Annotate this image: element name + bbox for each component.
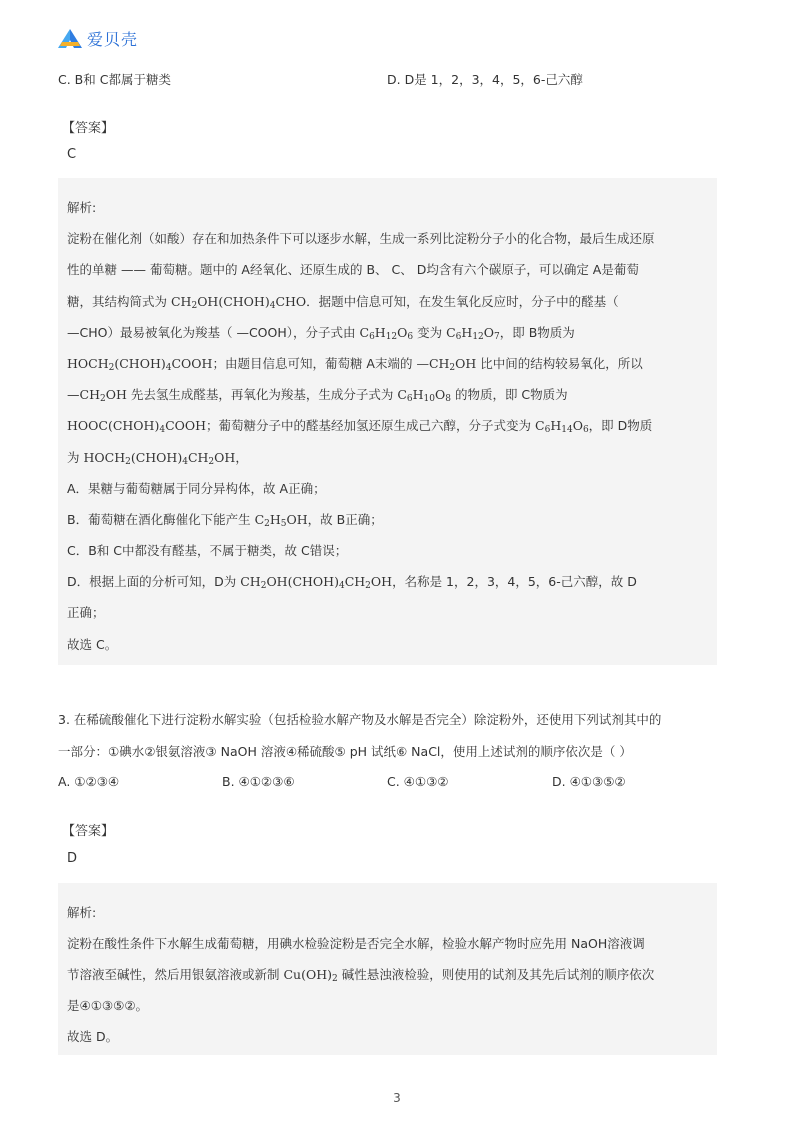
q2-option-c: C. B和 C都属于糖类 xyxy=(58,72,171,87)
logo-text: 爱贝壳 xyxy=(87,30,139,49)
q2-answer-label: 【答案】 xyxy=(62,121,115,136)
analysis-line: 故选 D。 xyxy=(67,1029,119,1044)
analysis-line: 为 $HOCH_2(CHOH)_4CH_2OH$， xyxy=(67,449,248,467)
analysis-heading: 解析: xyxy=(67,905,97,920)
analysis-line: 是④①③⑤②。 xyxy=(67,998,149,1013)
q2-option-d: D. D是 1，2，3，4，5，6-己六醇 xyxy=(387,72,583,87)
analysis-line: 淀粉在酸性条件下水解生成葡萄糖，用碘水检验淀粉是否完全水解，检验水解产物时应先用 NaOH溶液调 xyxy=(67,936,645,951)
page-number: 3 xyxy=(393,1091,401,1105)
header-logo xyxy=(58,27,138,50)
q3-stem-line: 3. 在稀硫酸催化下进行淀粉水解实验（包括检验水解产物及水解是否完全）除淀粉外，还使用下列试剂其中的 xyxy=(58,712,662,727)
analysis-line: —CHO）最易被氧化为羧基（ —COOH），分子式由 $C_6H_{12}O_6$ 变为 $C_6H_{12}O_7$，即 B物质为 xyxy=(67,324,575,342)
analysis-line: $HOOC(CHOH)_4COOH$；葡萄糖分子中的醛基经加氢还原生成己六醇，分子式变为 $C_6H_{14}O_6$，即 D物质 xyxy=(67,418,653,436)
analysis-line: 故选 C。 xyxy=(67,636,118,652)
q3-analysis-box xyxy=(58,883,717,1055)
shell-logo-icon xyxy=(58,29,82,48)
analysis-line: A．果糖与葡萄糖属于同分异构体，故 A正确； xyxy=(67,480,326,496)
q2-analysis-box xyxy=(58,178,717,665)
analysis-line: 淀粉在催化剂（如酸）存在和加热条件下可以逐步水解，生成一系列比淀粉分子小的化合物，最后生成还原 xyxy=(67,231,655,247)
analysis-line: $—CH_2OH$ 先去氢生成醛基，再氧化为羧基，生成分子式为 $C_6H_{10}O_8$ 的物质，即 C物质为 xyxy=(67,387,568,405)
q3-stem-line: 一部分：①碘水②银氨溶液③ NaOH 溶液④稀硫酸⑤ pH 试纸⑥ NaCl，使用上述试剂的顺序依次是（ ） xyxy=(58,744,632,759)
analysis-line: 正确； xyxy=(67,605,105,621)
analysis-line: $HOCH_2(CHOH)_4COOH$；由题目信息可知，葡萄糖 A末端的 $—CH_2OH$ 比中间的结构较易氧化，所以 xyxy=(67,355,643,373)
analysis-line: D．根据上面的分析可知，D为 $CH_2OH(CHOH)_4CH_2OH$，名称是 1，2，3，4，5，6-己六醇，故 D xyxy=(67,574,637,592)
analysis-line: 性的单糖 —— 葡萄糖。题中的 A经氧化、还原生成的 B、 C、 D均含有六个碳原子，可以确定 A是葡萄 xyxy=(67,262,639,278)
q2-answer: C xyxy=(67,147,77,162)
analysis-line: B．葡萄糖在酒化酶催化下能产生 $C_2H_5OH$，故 B正确； xyxy=(67,511,383,529)
q3-option-c: C. ④①③② xyxy=(387,774,449,789)
q3-answer-label: 【答案】 xyxy=(62,824,115,839)
analysis-line: 糖，其结构简式为 $CH_2OH(CHOH)_4CHO$．据题中信息可知，在发生氧化反应时，分子中的醛基（ xyxy=(67,293,619,311)
q3-option-d: D. ④①③⑤② xyxy=(552,774,626,789)
analysis-line: 节溶液至碱性，然后用银氨溶液或新制 $Cu(OH)_2$ 碱性悬浊液检验，则使用的试剂及其先后试剂的顺序依次 xyxy=(67,967,655,984)
analysis-heading: 解析: xyxy=(67,200,97,215)
analysis-line: C．B和 C中都没有醛基，不属于糖类，故 C错误； xyxy=(67,543,348,559)
q3-option-b: B. ④①②③⑥ xyxy=(222,774,295,789)
q3-option-a: A. ①②③④ xyxy=(58,774,120,789)
q3-answer: D xyxy=(67,851,78,866)
